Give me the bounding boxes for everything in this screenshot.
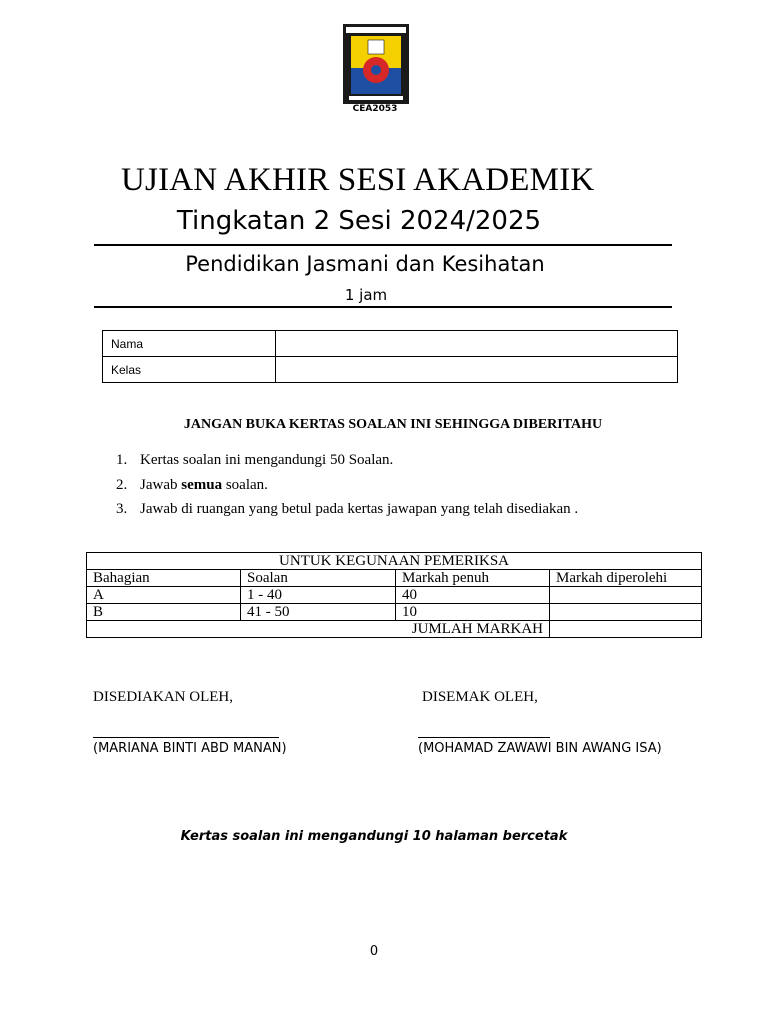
checked-by-name: (MOHAMAD ZAWAWI BIN AWANG ISA) [418,741,662,756]
table-cell[interactable] [550,604,702,621]
school-code: CEA2053 [352,104,398,114]
instruction-text: Kertas soalan ini mengandungi 50 Soalan. [140,452,394,468]
divider [94,244,672,246]
table-row [87,604,702,621]
instruction-text: soalan. [222,476,268,493]
marks-table-title: UNTUK KEGUNAAN PEMERIKSA [87,553,702,570]
page-number: 0 [369,944,379,959]
table-cell: A [87,587,241,604]
prepared-by-label: DISEDIAKAN OLEH, [93,689,233,705]
item-number: 3. [116,501,128,517]
table-row [103,357,678,383]
table-cell: 1 - 40 [241,587,396,604]
total-label: JUMLAH MARKAH [87,621,550,638]
instruction-emphasis: semua [181,476,223,493]
table-row [103,331,678,357]
divider [94,306,672,308]
class-label: Kelas [103,357,276,383]
table-row [87,553,702,570]
table-row [87,621,702,638]
exam-duration: 1 jam [344,286,388,304]
column-header: Markah penuh [396,570,550,587]
exam-subtitle: Tingkatan 2 Sesi 2024/2025 [176,206,542,236]
list-item [116,501,578,526]
item-number: 1. [116,452,128,468]
instruction-text: Jawab [140,476,182,493]
school-crest-icon [343,24,409,116]
class-field[interactable] [276,357,678,383]
exam-title: UJIAN AKHIR SESI AKADEMIK [121,162,595,198]
prepared-by-name: (MARIANA BINTI ABD MANAN) [93,741,287,756]
marks-table [86,552,702,638]
page-count-note: Kertas soalan ini mengandungi 10 halaman bercetak [180,829,568,844]
table-row [87,587,702,604]
signature-line [93,737,279,738]
instruction-text: Jawab di ruangan yang betul pada kertas jawapan yang telah disediakan . [140,501,579,517]
table-header-row [87,570,702,587]
signature-line [418,737,550,738]
table-cell: 40 [396,587,550,604]
column-header: Soalan [241,570,396,587]
warning-notice: JANGAN BUKA KERTAS SOALAN INI SEHINGGA DIBERITAHU [183,417,603,432]
name-field[interactable] [276,331,678,357]
list-item [116,477,578,502]
subject-name: Pendidikan Jasmani dan Kesihatan [185,252,545,276]
total-value[interactable] [550,621,702,638]
checked-by-label: DISEMAK OLEH, [422,689,538,705]
instructions-list [116,452,578,526]
table-cell: 10 [396,604,550,621]
list-item [116,452,578,477]
column-header: Markah diperolehi [550,570,702,587]
table-cell: 41 - 50 [241,604,396,621]
column-header: Bahagian [87,570,241,587]
item-number: 2. [116,476,128,493]
table-cell: B [87,604,241,621]
name-label: Nama [103,331,276,357]
table-cell[interactable] [550,587,702,604]
student-info-table [102,330,678,383]
